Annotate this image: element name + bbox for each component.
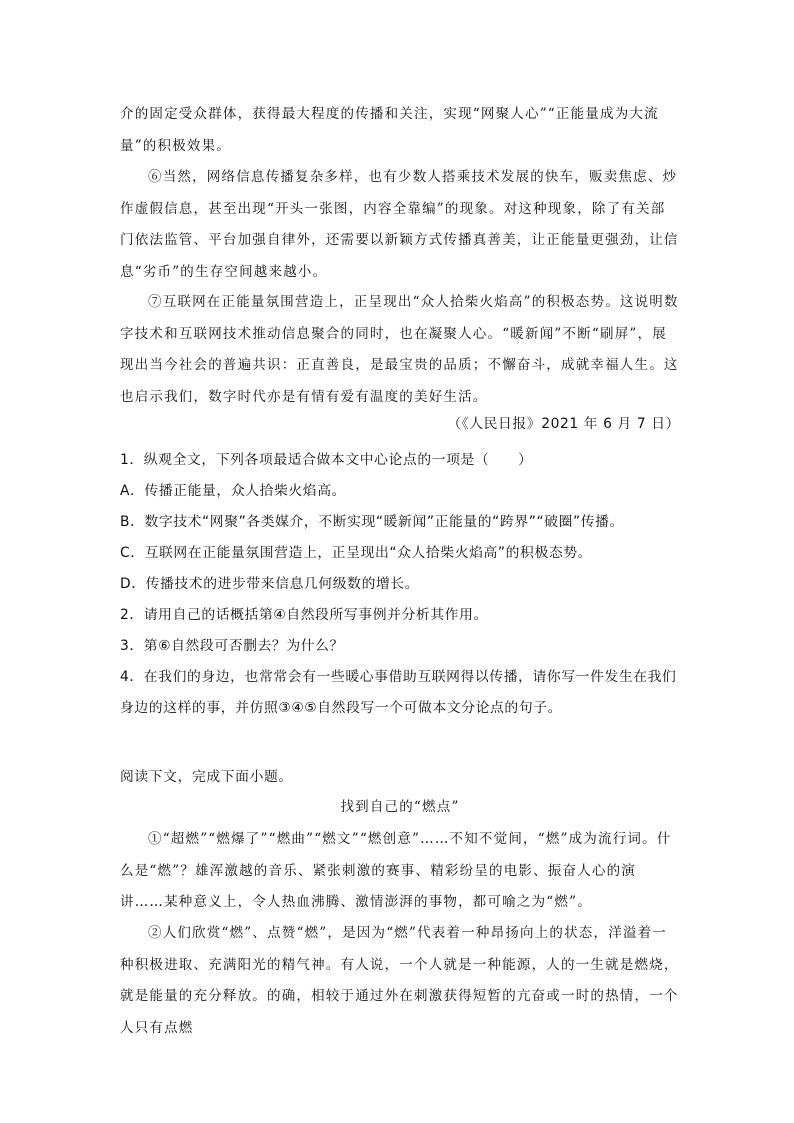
question-4: 4．在我们的身边，也常常会有一些暖心事借助互联网得以传播，请你写一件发生在我们身边的这样的事，并仿照③④⑤自然段写一个可做本文分论点的句子。 (120, 669, 677, 716)
question-1-option-b: B．数字技术“网聚”各类媒介，不断实现“暖新闻”正能量的“跨界”“破圈”传播。 (120, 514, 624, 530)
question-1-option-a: A．传播正能量，众人拾柴火焰高。 (120, 483, 346, 499)
article-2-title: 找到自己的“燃点” (340, 799, 460, 815)
paragraph-2-2: ②人们欣赏“燃”、点赞“燃”，是因为“燃”代表着一种昂扬向上的状态，洋溢着一种积极进取、充满阳光的精气神。有人说，一个人就是一种能源，人的一生就是燃烧，就是能量的充分释放。的确，相较于通过外在刺激获得短暂的亢奋或一时的热情，一个人只有点燃 (120, 925, 679, 1036)
article-continued-paragraph (120, 99, 680, 162)
question-3: 3．第⑥自然段可否删去？为什么？ (120, 638, 344, 654)
paragraph-continued: 介的固定受众群体，获得最大程度的传播和关注，实现“网聚人心”“正能量成为大流量”的积极效果。 (120, 106, 659, 154)
question-1-option-c: C．互联网在正能量氛围营造上，正呈现出“众人拾柴火焰高”的积极态势。 (120, 545, 593, 561)
section-2-instruction (120, 762, 680, 793)
question-1: 1．纵观全文，下列各项最适合做本文中心论点的一项是（ ） (120, 452, 533, 468)
article-paragraph-6 (120, 162, 680, 288)
question-1-option-d: D．传播技术的进步带来信息几何级数的增长。 (120, 576, 420, 592)
paragraph-7: ⑦互联网在正能量氛围营造上，正呈现出“众人拾柴火焰高”的积极态势。这说明数字技术和互联网技术推动信息聚合的同时，也在凝聚人心。“暖新闻”不断“刷屏”，展现出当今社会的普遍共识：正直善良，是最宝贵的品质；不懈奋斗，成就幸福人生。这也启示我们，数字时代亦是有情有爱有温度的美好生活。 (120, 294, 679, 405)
question-2: 2．请用自己的话概括第④自然段所写事例并分析其作用。 (120, 607, 488, 623)
article-2-paragraph-2 (120, 918, 680, 1044)
article-source (120, 409, 680, 440)
paragraph-6: ⑥当然，网络信息传播复杂多样，也有少数人搭乘技术发展的快车，贩卖焦虑、炒作虚假信息，甚至出现“开头一张图，内容全靠编”的现象。对这种现象，除了有关部门依法监管、平台加强自律外，还需要以新颖方式传播真善美，让正能量更强劲，让信息“劣币”的生存空间越来越小。 (120, 169, 679, 280)
article-paragraph-7 (120, 287, 680, 413)
article-2-paragraph-1 (120, 824, 680, 919)
reading-instruction: 阅读下文，完成下面小题。 (120, 769, 293, 785)
questions-block (120, 445, 680, 724)
source-citation: （《人民日报》2021 年 6 月 7 日） (447, 416, 680, 432)
section-2-title (120, 792, 680, 824)
paragraph-2-1: ①“超燃”“燃爆了”“燃曲”“燃文”“燃创意”……不知不觉间，“燃”成为流行词。什么是“燃”？雄浑激越的音乐、紧张刺激的赛事、精彩纷呈的电影、振奋人心的演讲……某种意义上，令人热血沸腾、激情澎湃的事物，都可喻之为“燃”。 (120, 831, 672, 910)
